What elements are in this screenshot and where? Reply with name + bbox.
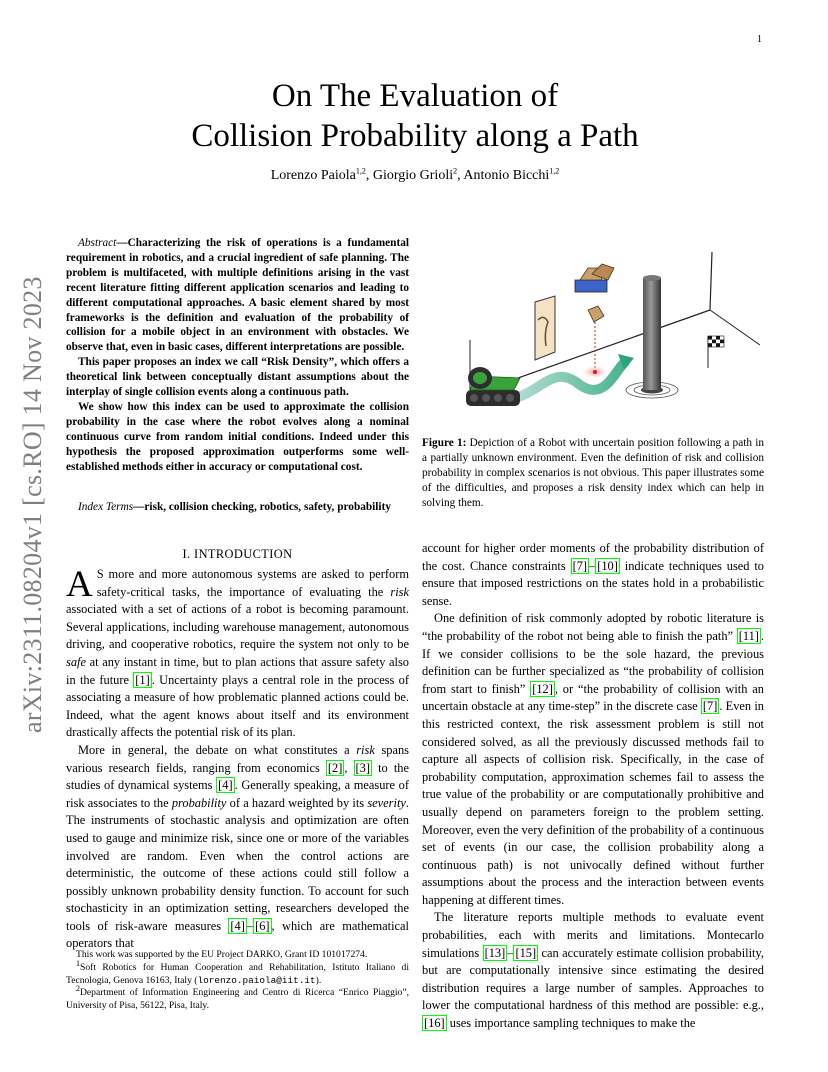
body-text: indicate techniques used to ensure that imposed restrictions on the states hold in a probabilistic sense. [422,558,764,608]
citation-link[interactable]: [1] [135,672,150,687]
intro-text: spans various research fields, ranging from economics [66,742,410,775]
abstract-paragraph-2: This paper proposes an index we call “Risk Density”, which offers a theoretical link between conceptually distant assumptions about the interplay of single collision events along a continuous path. [66,356,409,399]
uncertain-obstacle-boxes [575,264,614,379]
intro-emphasis: risk [390,584,409,599]
drop-cap: A [66,564,93,605]
citation-link[interactable]: [7] [702,699,718,714]
footnote-text: ). [315,974,322,986]
body-text: The literature reports multiple methods to evaluate event probabilities, each with merits and limitations. Montecarlo simulations [422,910,764,960]
intro-text: . Generally speaking, a measure of risk associates to the [66,778,409,810]
author-2: Giorgio Grioli [372,168,454,183]
arxiv-identifier: arXiv:2311.08204v1 [cs.RO] 14 Nov 2023 [18,276,47,733]
abstract [66,236,409,475]
intro-text: , which are mathematical operators that [66,918,409,951]
intro-paragraph-1 [66,566,409,742]
citation-link[interactable]: [3] [355,760,370,775]
right-paragraph-2 [422,909,764,1032]
citation-link[interactable]: [6] [255,918,270,933]
section-heading-introduction: I. INTRODUCTION [182,547,293,561]
intro-emphasis: safe [66,654,86,669]
body-text: – [589,558,596,573]
footnote-affiliation-1 [66,958,409,988]
body-text: . Even in this restricted context, the risk assessment problem is still not considered solved, as all the previously discussed methods fail to capture all aspects of collision risk. Specifically, in the case of probability computation, approximation schemes fail to assess the true value of the probability or are computationally prohibitive and usually depend on parameters foreign to the problem setting. Moreover, even the very definition of the probability of a continuous set of events (in our case, the collision probability along a continuous path) is not univocally defined without further assumptions about the process and the interaction between events happening at different times. [422,699,764,907]
abstract-paragraph-3: We show how this index can be used to approximate the collision probability in the case where the robot evolves along a nominal continuous curve from random initial conditions. Indeed under this hypothesis the proposed approximation outperforms some well-established methods either in accuracy or computational cost. [66,400,409,473]
citation-link[interactable]: [15] [515,945,537,960]
introduction-text [66,566,409,953]
citation-link[interactable]: [16] [424,1016,445,1031]
right-paragraph-0 [422,540,764,610]
figure-1-caption [422,436,764,511]
intro-text: at any instant in time, but to plan actions that assure safety also in the future [66,654,409,687]
author-separator: , [365,168,373,183]
right-column-text [422,540,764,1033]
footnote-funding: This work was supported by the EU Project DARKO, Grant ID 101017274. [76,949,368,960]
paper-title [100,76,730,156]
author-3-affil: 1,2 [549,166,560,176]
abstract-label: Abstract [78,237,117,249]
abstract-paragraph-1 [66,236,409,355]
intro-emphasis: severity [367,795,406,810]
intro-text: to the studies of dynamical systems [66,760,409,793]
footnote-affiliation-2 [66,984,409,1013]
intro-text: . The instruments of stochastic analysis and optimization are often used to gauge and minimize risk, since one or more of the variables involved are random. Even when the control actions are deterministic, the outcome of these actions could still follow a possibly unknown probability density function. To account for such stochasticity in an optimization setting, researchers developed the tools of risk-aware measures [66,795,409,933]
intro-text: More in general, the debate on what constitutes a [78,742,357,757]
body-text: One definition of risk commonly adopted by robotic literature is “the probability of the robot not being able to finish the path” [422,611,764,643]
intro-text: associated with a set of actions of a robot is becoming paramount. Several applications, including warehouse management, autonomous driving, and cooperative robotics, require the system not only to be [66,602,409,652]
author-2-affil: 2 [453,166,458,176]
footnote-text: Department of Information Engineering and Centro di Ricerca “Enrico Piaggio”, University of Pisa, 56122, Pisa, Italy. [66,987,409,1012]
intro-text: S more and more autonomous systems are asked to perform safety-critical tasks, the importance of evaluating the [96,567,409,599]
intro-paragraph-2 [66,742,409,953]
body-text: , or “the probability of collision with an uncertain obstacle at any time-step” in the discrete case [422,681,764,714]
index-terms-label: Index Terms [78,501,134,513]
author-email[interactable]: lorenzo.paiola@iit.it [197,974,316,986]
body-text: – [507,945,514,960]
doorway [535,296,555,360]
caption-text: Depiction of a Robot with uncertain position following a path in a partially unknown environment. Even the definition of risk and collision probability in complex scenarios is not obvious. This paper illustrates some of the difficulties, and proposes a risk density index which can help in solving them. [422,437,765,509]
body-text: account for higher order moments of the probability distribution of the cost. Chance constraints [422,541,764,573]
author-1: Lorenzo Paiola [270,168,356,183]
body-text: . If we consider collisions to be the sole hazard, the previous definition can be further specialized as “the probability of collision from start to finish” [422,628,764,696]
citation-link[interactable]: [13] [484,945,506,960]
intro-text: , [344,760,354,775]
figure-1-illustration [430,250,760,425]
citation-link[interactable]: [11] [738,628,759,643]
footnote-mark: 2 [76,984,80,994]
footnotes [66,949,409,1013]
finish-flag-icon [708,336,724,368]
page-number: 1 [757,34,762,45]
index-terms [66,500,409,515]
footnote-mark: 1 [76,958,80,968]
citation-link[interactable]: [2] [327,760,343,775]
citation-link[interactable]: [7] [572,558,588,573]
title-line-2: Collision Probability along a Path [191,118,639,154]
citation-link[interactable]: [4] [218,778,233,793]
citation-link[interactable]: [10] [597,558,618,573]
figure-label: Figure 1: [422,437,467,449]
title-line-1: On The Evaluation of [271,78,559,114]
intro-emphasis: risk [356,742,375,757]
author-1-affil: 1,2 [355,166,366,176]
abstract-text-1: —Characterizing the risk of operations is a fundamental requirement in robotics, and a crucial ingredient of safe planning. The problem is multifaceted, with multiple definitions arising in the vast recent literature fitting different application scenarios and leading to different computational approaches. A basic element shared by most frameworks is the definition and evaluation of the probability of collision for a mobile object in an environment with obstacles. We observe that, even in basic cases, different interpretations are possible. [66,237,409,354]
intro-text: – [246,918,254,933]
footnote-text: Soft Robotics for Human Cooperation and Rehabilitation, Istituto Italiano di Tecnologia, Genova 16163, Italy ( [66,961,409,986]
citation-link[interactable]: [4] [230,918,245,933]
citation-link[interactable]: [12] [532,681,553,696]
intro-text: of a hazard weighted by its [226,795,368,810]
index-terms-text: —risk, collision checking, robotics, safety, probability [133,501,391,513]
author-list [100,168,730,184]
author-3: Antonio Bicchi [463,168,550,183]
author-separator: , [457,168,464,183]
intro-text: . Uncertainty plays a central role in the process of associating a measure of how problematic planned actions could be. Indeed, what the agent knows about itself and its environment drastically affects the potential risk of its plan. [66,672,410,740]
body-text: uses importance sampling techniques to make the [446,1016,696,1031]
right-paragraph-1 [422,610,764,909]
body-text: can accurately estimate collision probability, but are computationally intensive since estimating the desired distribution requires a large number of samples. Approaches to lower the computational hardness of this method are possible: e.g., [422,945,764,1013]
intro-emphasis: probability [171,795,227,810]
mobile-robot [466,367,520,406]
